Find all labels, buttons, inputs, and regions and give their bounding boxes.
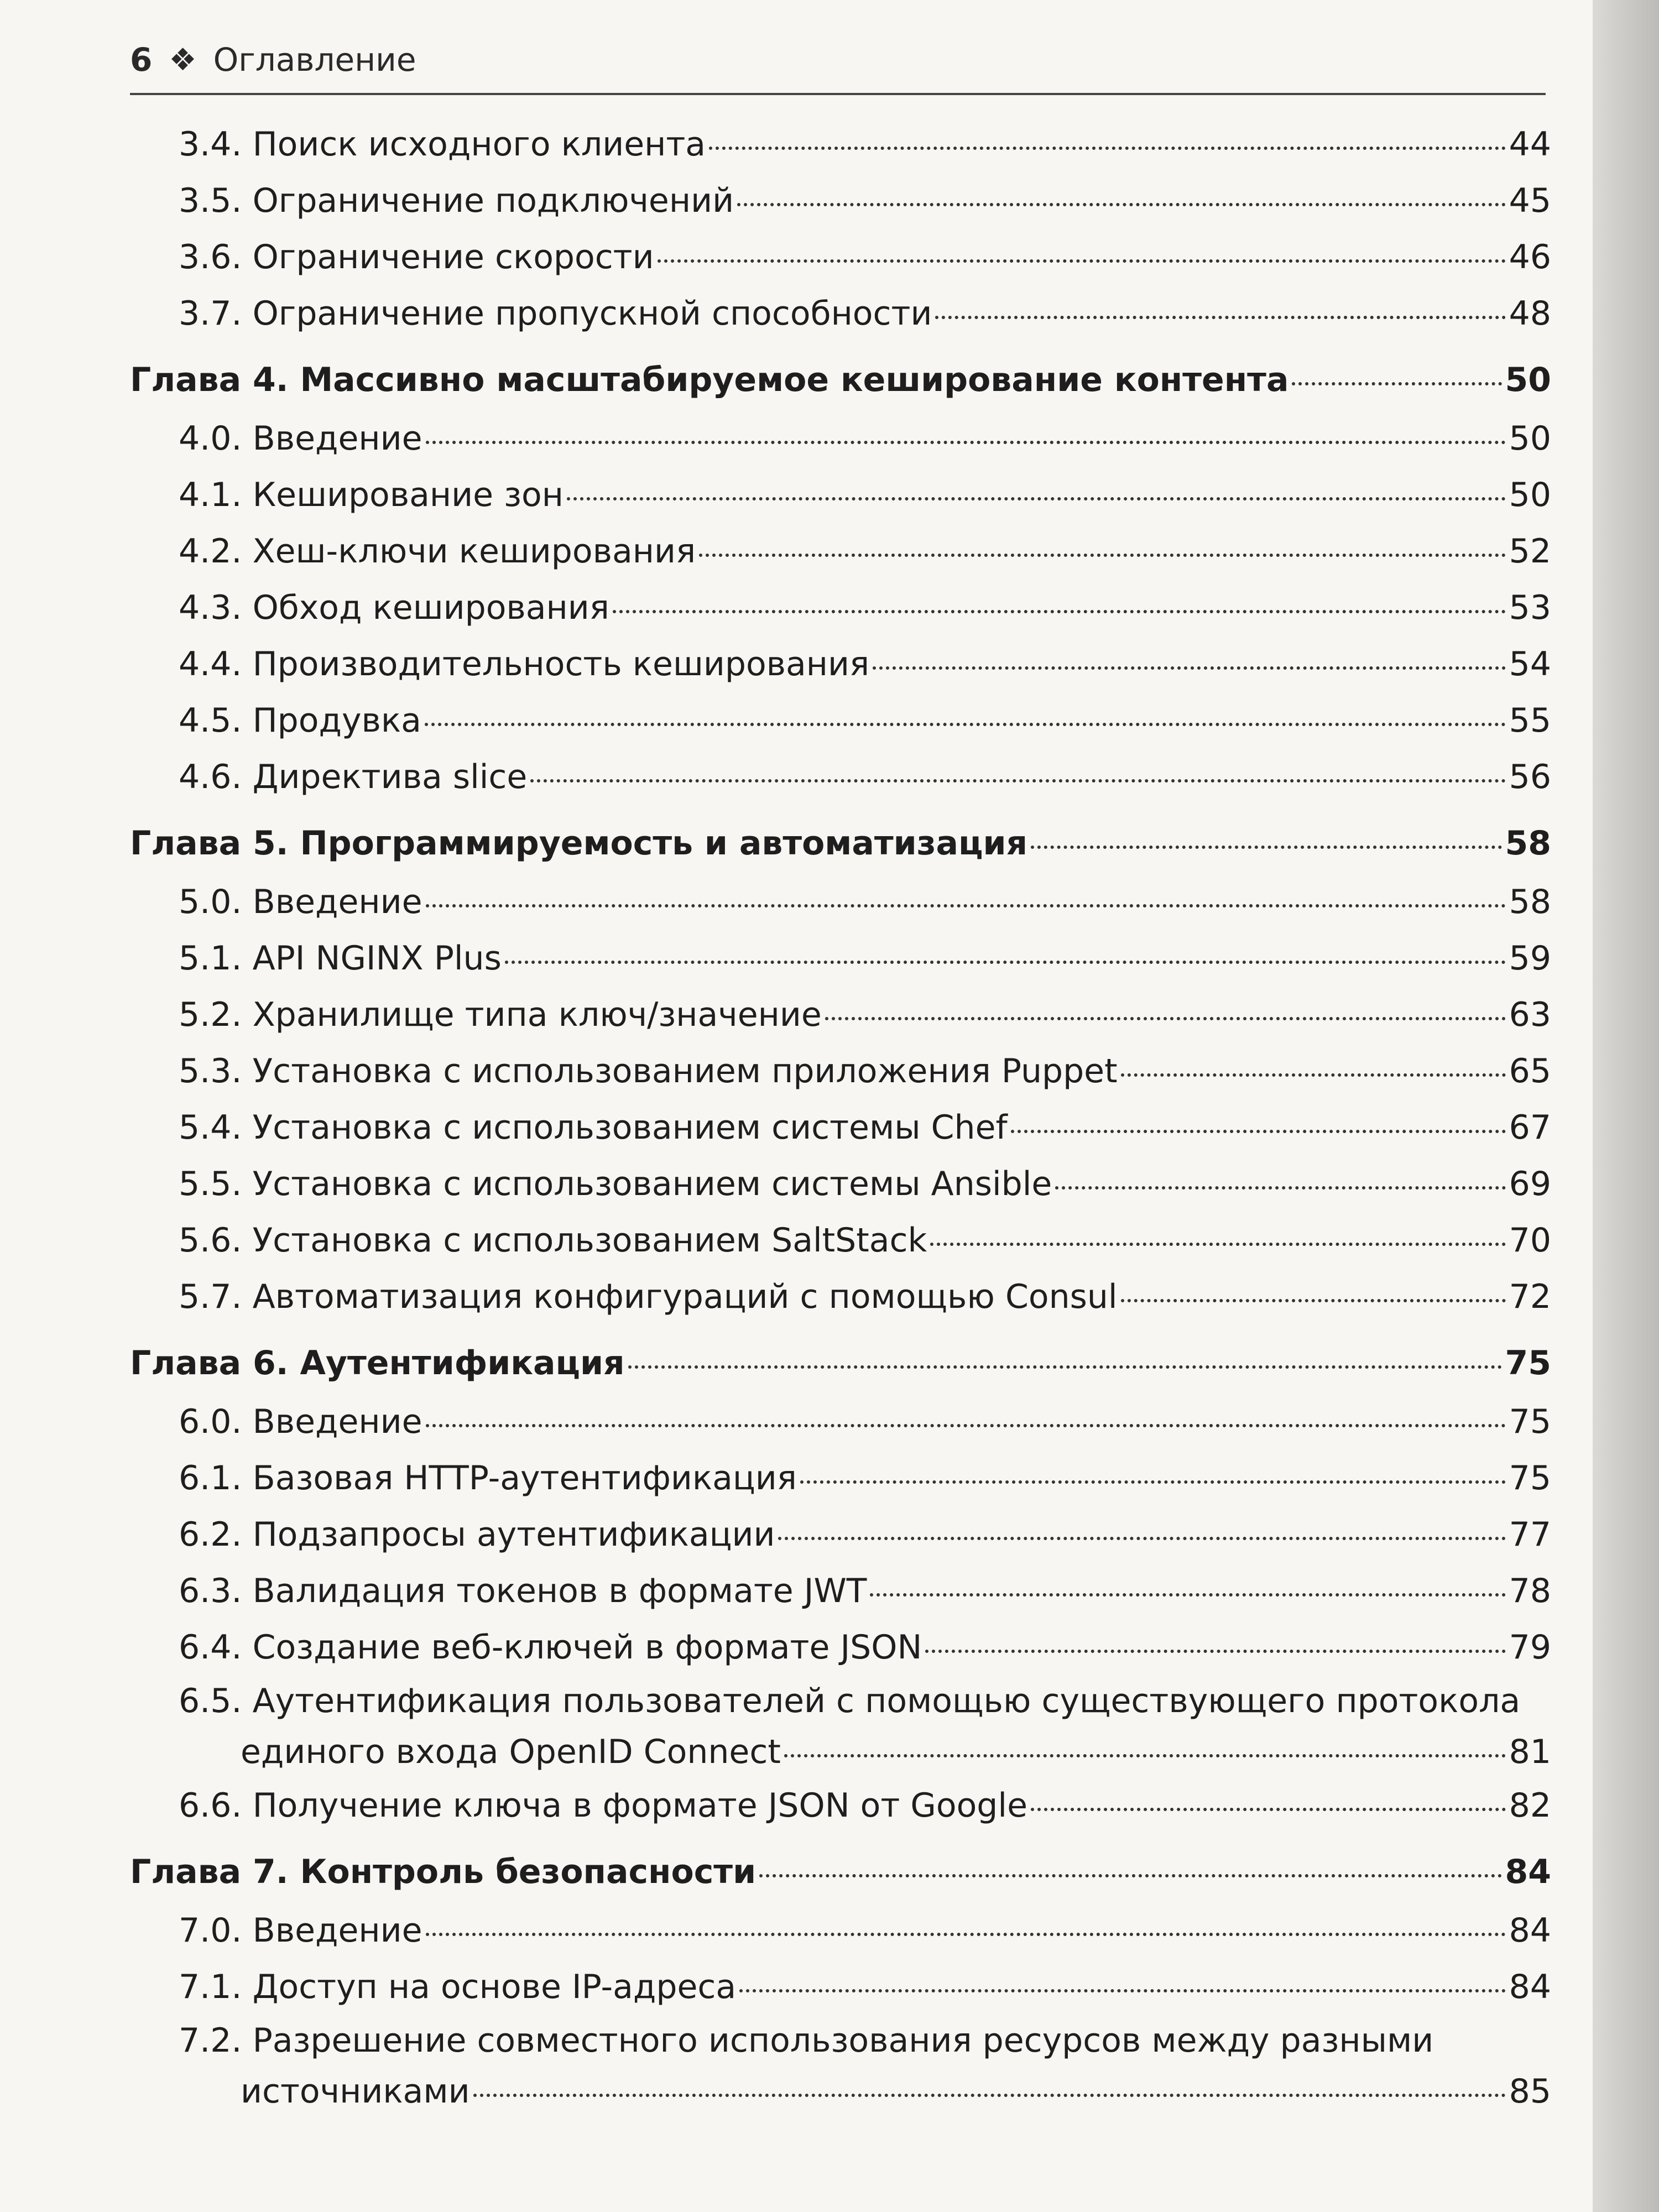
- running-title: Оглавление: [213, 41, 416, 79]
- dot-leader: [739, 1989, 1505, 1992]
- toc-entry[interactable]: [130, 285, 1551, 342]
- toc-page-number: 84: [1509, 1968, 1551, 2006]
- toc-entry-title: 5.1. API NGINX Plus: [179, 939, 502, 978]
- toc-entry-title: 5.2. Хранилище типа ключ/значение: [179, 995, 822, 1034]
- toc-entry[interactable]: [130, 1902, 1551, 1959]
- toc-chapter-entry[interactable]: [130, 1333, 1551, 1394]
- dot-leader: [699, 554, 1506, 557]
- toc-chapter-entry[interactable]: [130, 813, 1551, 874]
- dot-leader: [800, 1480, 1506, 1484]
- toc-entry[interactable]: [130, 1043, 1551, 1099]
- dot-leader: [613, 610, 1506, 613]
- toc-entry-title: 3.5. Ограничение подключений: [179, 181, 734, 220]
- running-header: [130, 32, 416, 87]
- toc-page-number: 78: [1509, 1572, 1551, 1610]
- toc-chapter-entry[interactable]: [130, 349, 1551, 410]
- dot-leader: [567, 497, 1506, 500]
- toc-page-number: 79: [1509, 1628, 1551, 1667]
- dot-leader: [1031, 846, 1501, 849]
- dot-leader: [1011, 1130, 1506, 1133]
- dot-leader: [530, 779, 1505, 782]
- toc-page-number: 58: [1505, 824, 1551, 863]
- toc-entry-title: 7.0. Введение: [179, 1911, 422, 1950]
- dot-leader: [737, 203, 1506, 206]
- toc-page-number: 72: [1509, 1277, 1551, 1316]
- toc-entry[interactable]: [130, 1212, 1551, 1269]
- toc-entry[interactable]: [130, 1450, 1551, 1506]
- toc-entry-title: 6.5. Аутентификация пользователей с помощью существующего протокола: [179, 1682, 1521, 1720]
- toc-page-number: 53: [1509, 588, 1551, 627]
- toc-page-number: 50: [1509, 476, 1551, 514]
- header-rule: [130, 93, 1546, 95]
- toc-page-number: 50: [1505, 361, 1551, 399]
- toc-entry[interactable]: [130, 1506, 1551, 1563]
- toc-entry-title: 4.2. Хеш-ключи кеширования: [179, 532, 696, 571]
- toc-page-number: 84: [1505, 1853, 1551, 1891]
- toc-entry-title: 5.4. Установка с использованием системы Chef: [179, 1108, 1008, 1147]
- dot-leader: [759, 1874, 1501, 1877]
- toc-page-number: 81: [1509, 1733, 1551, 1771]
- dot-leader: [426, 904, 1506, 907]
- ornament-icon: ❖: [169, 41, 197, 78]
- toc-entry-title: 4.5. Продувка: [179, 701, 421, 740]
- toc-entry-title: 6.2. Подзапросы аутентификации: [179, 1515, 775, 1554]
- toc-entry-title: Глава 5. Программируемость и автоматизация: [130, 824, 1028, 863]
- toc-entry[interactable]: [130, 749, 1551, 805]
- toc-page-number: 63: [1509, 995, 1551, 1034]
- toc-entry-title: 6.3. Валидация токенов в формате JWT: [179, 1572, 867, 1610]
- toc-page-number: 52: [1509, 532, 1551, 571]
- toc-page-number: 59: [1509, 939, 1551, 978]
- dot-leader: [628, 1365, 1502, 1369]
- toc-page-number: 70: [1509, 1221, 1551, 1260]
- toc-entry-title: 6.6. Получение ключа в формате JSON от Google: [179, 1786, 1027, 1825]
- toc-entry-title: Глава 7. Контроль безопасности: [130, 1853, 757, 1891]
- toc-entry-title: 4.1. Кеширование зон: [179, 476, 564, 514]
- toc-entry-title: 6.0. Введение: [179, 1402, 422, 1441]
- dot-leader: [658, 259, 1506, 263]
- toc-entry-title: 5.3. Установка с использованием приложения Puppet: [179, 1052, 1118, 1091]
- toc-entry-title: 3.6. Ограничение скорости: [179, 238, 654, 276]
- table-of-contents: [130, 116, 1551, 2117]
- toc-entry-title: Глава 6. Аутентификация: [130, 1344, 625, 1383]
- toc-page-number: 54: [1509, 645, 1551, 684]
- toc-page-number: 75: [1505, 1344, 1551, 1383]
- toc-entry-title: 4.0. Введение: [179, 419, 422, 458]
- toc-page-number: 44: [1509, 125, 1551, 164]
- toc-entry[interactable]: [130, 692, 1551, 749]
- dot-leader: [935, 316, 1505, 319]
- toc-entry-title-continued: единого входа OpenID Connect: [241, 1733, 781, 1771]
- dot-leader: [709, 147, 1506, 150]
- toc-entry-title: 6.4. Создание веб-ключей в формате JSON: [179, 1628, 922, 1667]
- toc-entry-title: 4.6. Директива slice: [179, 758, 528, 796]
- toc-entry[interactable]: [130, 523, 1551, 580]
- toc-page-number: 48: [1509, 294, 1551, 333]
- toc-entry-title: 3.7. Ограничение пропускной способности: [179, 294, 932, 333]
- dot-leader: [1031, 1808, 1506, 1811]
- toc-entry-title: 5.0. Введение: [179, 883, 422, 921]
- toc-entry[interactable]: [130, 987, 1551, 1043]
- toc-entry-title: 7.2. Разрешение совместного использования ресурсов между разными: [179, 2021, 1434, 2060]
- dot-leader: [473, 2094, 1506, 2097]
- toc-entry-title: 7.1. Доступ на основе IP-адреса: [179, 1968, 737, 2006]
- toc-entry[interactable]: [130, 636, 1551, 692]
- dot-leader: [1121, 1299, 1506, 1302]
- dot-leader: [426, 441, 1506, 444]
- dot-leader: [1292, 382, 1501, 385]
- dot-leader: [870, 1593, 1505, 1597]
- dot-leader: [505, 961, 1506, 964]
- dot-leader: [426, 1424, 1506, 1427]
- toc-entry[interactable]: [130, 410, 1551, 467]
- page-edge-shadow: [1593, 0, 1659, 2212]
- toc-entry[interactable]: [130, 1619, 1551, 1676]
- toc-entry-title: 4.4. Производительность кеширования: [179, 645, 870, 684]
- toc-page-number: 50: [1509, 419, 1551, 458]
- dot-leader: [1055, 1186, 1505, 1190]
- toc-page-number: 77: [1509, 1515, 1551, 1554]
- dot-leader: [425, 723, 1506, 726]
- dot-leader: [784, 1754, 1506, 1757]
- dot-leader: [426, 1933, 1506, 1936]
- toc-entry[interactable]: [130, 173, 1551, 229]
- toc-entry[interactable]: [130, 1777, 1551, 1834]
- toc-page-number: 56: [1509, 758, 1551, 796]
- toc-entry[interactable]: [130, 467, 1551, 523]
- toc-chapter-entry[interactable]: [130, 1841, 1551, 1902]
- toc-entry[interactable]: [130, 1099, 1551, 1156]
- toc-entry[interactable]: [130, 1394, 1551, 1450]
- toc-entry-title-continued: источниками: [241, 2072, 470, 2111]
- toc-entry[interactable]: [130, 1676, 1551, 1777]
- toc-entry-title: 3.4. Поиск исходного клиента: [179, 125, 706, 164]
- toc-entry[interactable]: [130, 229, 1551, 285]
- toc-entry-title: 5.6. Установка с использованием SaltStack: [179, 1221, 927, 1260]
- toc-entry[interactable]: [130, 1959, 1551, 2015]
- toc-entry[interactable]: [130, 1269, 1551, 1325]
- toc-entry[interactable]: [130, 930, 1551, 987]
- toc-page-number: 85: [1509, 2072, 1551, 2111]
- toc-page-number: 84: [1509, 1911, 1551, 1950]
- toc-page-number: 55: [1509, 701, 1551, 740]
- toc-entry-title: 6.1. Базовая HTTP-аутентификация: [179, 1459, 797, 1498]
- toc-page-number: 82: [1509, 1786, 1551, 1825]
- toc-entry[interactable]: [130, 874, 1551, 930]
- toc-entry-title: 4.3. Обход кеширования: [179, 588, 609, 627]
- toc-page-number: 75: [1509, 1402, 1551, 1441]
- toc-page-number: 58: [1509, 883, 1551, 921]
- dot-leader: [930, 1243, 1505, 1246]
- toc-page-number: 67: [1509, 1108, 1551, 1147]
- toc-entry-title: Глава 4. Массивно масштабируемое кеширование контента: [130, 361, 1289, 399]
- toc-page-number: 45: [1509, 181, 1551, 220]
- toc-entry[interactable]: [130, 116, 1551, 173]
- dot-leader: [873, 666, 1506, 670]
- toc-entry-title: 5.7. Автоматизация конфигураций с помощью Consul: [179, 1277, 1118, 1316]
- toc-entry[interactable]: [130, 2015, 1551, 2117]
- toc-page-number: 46: [1509, 238, 1551, 276]
- dot-leader: [1121, 1073, 1506, 1077]
- toc-page-number: 75: [1509, 1459, 1551, 1498]
- toc-entry[interactable]: [130, 580, 1551, 636]
- page-number: 6: [130, 41, 153, 79]
- toc-page-number: 69: [1509, 1165, 1551, 1203]
- toc-page-number: 65: [1509, 1052, 1551, 1091]
- dot-leader: [825, 1017, 1506, 1020]
- toc-entry[interactable]: [130, 1156, 1551, 1212]
- dot-leader: [778, 1537, 1505, 1540]
- dot-leader: [925, 1650, 1505, 1653]
- toc-entry-title: 5.5. Установка с использованием системы Ansible: [179, 1165, 1052, 1203]
- toc-entry[interactable]: [130, 1563, 1551, 1619]
